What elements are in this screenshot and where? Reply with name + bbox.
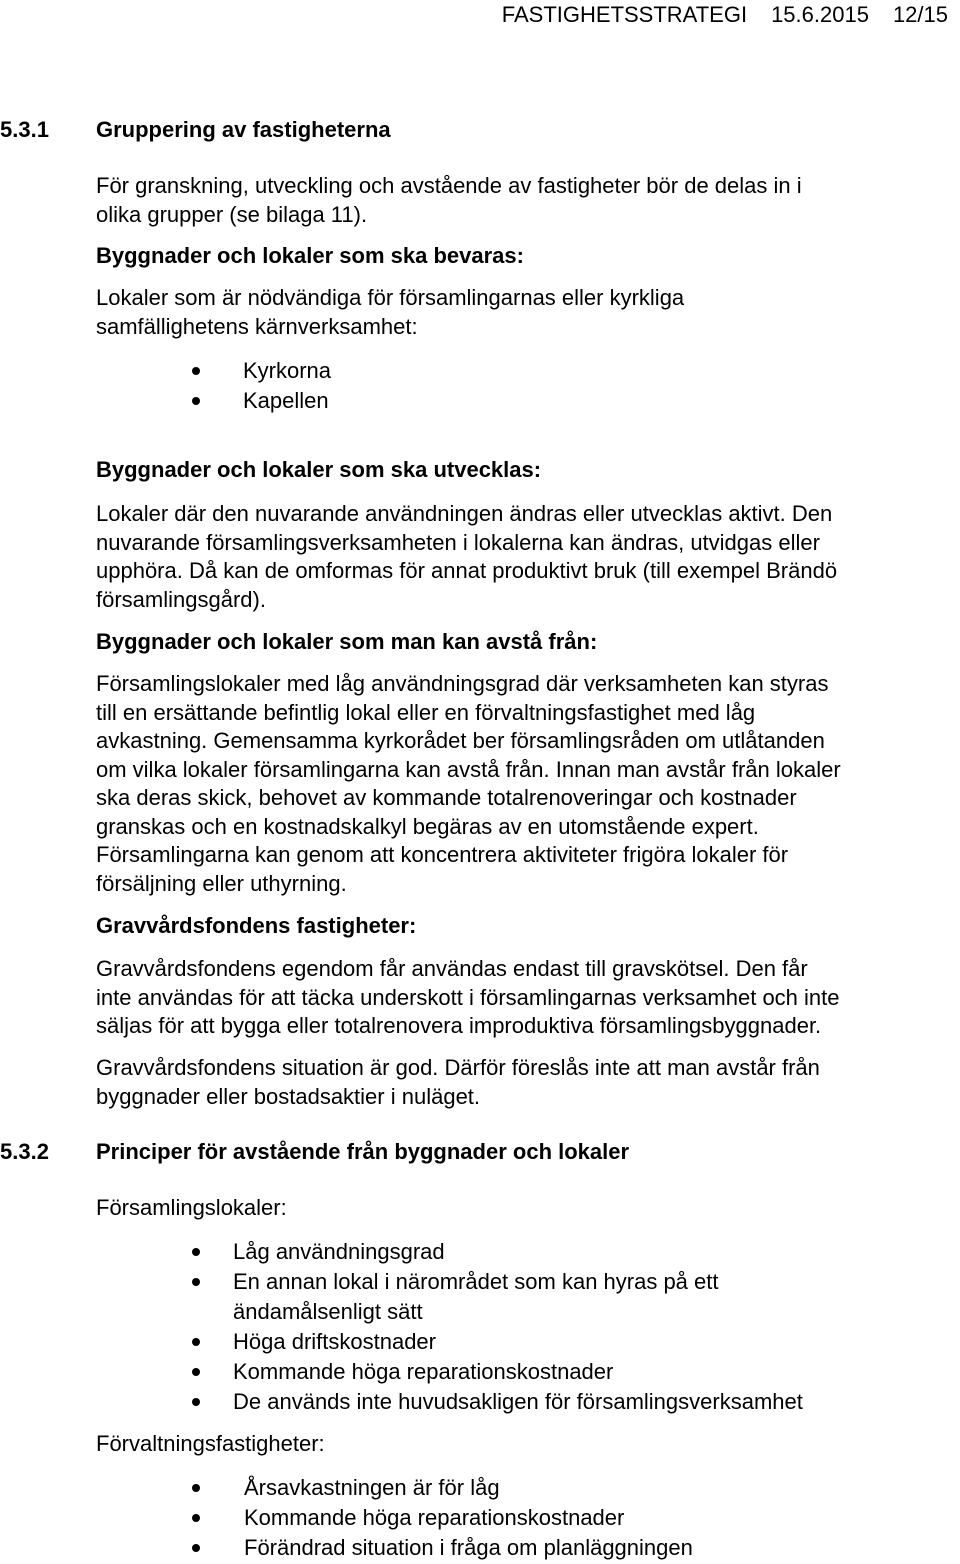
bullet-icon	[192, 1484, 200, 1492]
page-header	[502, 2, 948, 28]
paragraph-line: nuvarande församlingsverksamheten i lokalerna kan ändras, utvidgas eller	[96, 529, 820, 555]
bullet-icon	[192, 1278, 200, 1286]
bullet-list-forsamlingslokaler	[233, 1237, 803, 1417]
label-forvaltningsfastigheter: Förvaltningsfastigheter:	[96, 1431, 325, 1456]
paragraph-line: Gravvårdsfondens situation är god. Därför föreslås inte att man avstår från	[96, 1055, 820, 1080]
list-item: Kommande höga reparationskostnader	[244, 1503, 693, 1533]
header-page-number: 12/15	[892, 2, 948, 27]
paragraph-line: Lokaler där den nuvarande användningen ändras eller utvecklas aktivt. Den	[96, 501, 833, 526]
paragraph-line: försäljning eller uthyrning.	[96, 870, 347, 896]
section-number: 5.3.1	[0, 117, 49, 142]
bullet-icon	[192, 1248, 200, 1256]
paragraph-utvecklas	[96, 500, 946, 614]
bullet-icon	[192, 1398, 200, 1406]
paragraph-line: Församlingslokaler med låg användningsgrad där verksamheten kan styras	[96, 671, 829, 696]
paragraph-line: säljas för att bygga eller totalrenovera improduktiva församlingsbyggnader.	[96, 1013, 822, 1038]
paragraph-bevaras	[96, 284, 946, 341]
bullet-list-forvaltningsfastigheter	[244, 1473, 693, 1563]
list-item: Kommande höga reparationskostnader	[233, 1357, 803, 1387]
paragraph-line: upphöra. Då kan de omformas för annat produktivt bruk (till exempel Brändö	[96, 558, 838, 583]
header-date: 15.6.2015	[771, 2, 869, 27]
paragraph-line: församlingsgård).	[96, 586, 266, 612]
paragraph-gravvard-1	[96, 955, 946, 1041]
paragraph-line: ska deras skick, behovet av kommande totalrenoveringar och kostnader	[96, 785, 797, 810]
subheading-avsta: Byggnader och lokaler som man kan avstå från:	[96, 629, 598, 654]
bullet-icon	[192, 1338, 200, 1346]
label-forsamlingslokaler: Församlingslokaler:	[96, 1195, 287, 1220]
section-title: Gruppering av fastigheterna	[96, 117, 391, 142]
paragraph-line: inte användas för att täcka underskott i församlingarnas verksamhet och inte	[96, 984, 840, 1010]
bullet-icon	[192, 1514, 200, 1522]
subheading-utvecklas: Byggnader och lokaler som ska utvecklas:	[96, 457, 542, 482]
list-item: Årsavkastningen är för låg	[244, 1473, 693, 1503]
paragraph-line: Församlingarna kan genom att koncentrera aktiviteter frigöra lokaler för	[96, 842, 789, 867]
paragraph-avsta	[96, 670, 946, 898]
paragraph-line: byggnader eller bostadsaktier i nuläget.	[96, 1083, 481, 1109]
paragraph-line: För granskning, utveckling och avstående av fastigheter bör de delas in i	[96, 173, 802, 198]
paragraph-line: samfällighetens kärnverksamhet:	[96, 313, 418, 339]
paragraph-line: Gravvårdsfondens egendom får användas endast till gravskötsel. Den får	[96, 956, 808, 981]
bullet-icon	[192, 367, 200, 375]
bullet-list-bevaras	[243, 356, 331, 416]
paragraph-line: till en ersättande befintlig lokal eller en förvaltningsfastighet med låg	[96, 699, 756, 725]
list-item: Låg användningsgrad	[233, 1237, 803, 1267]
section-number: 5.3.2	[0, 1139, 49, 1164]
header-title: FASTIGHETSSTRATEGI	[501, 2, 748, 27]
list-item: En annan lokal i närområdet som kan hyras på ett ändamålsenligt sätt	[233, 1267, 803, 1327]
section-title: Principer för avstående från byggnader och lokaler	[96, 1139, 630, 1164]
list-item: Höga driftskostnader	[233, 1327, 803, 1357]
intro-paragraph	[96, 172, 946, 229]
paragraph-line: granskas och en kostnadskalkyl begäras av en utomstående expert.	[96, 813, 759, 839]
bullet-icon	[192, 1544, 200, 1552]
subheading-bevaras: Byggnader och lokaler som ska bevaras:	[96, 243, 524, 268]
list-item: Förändrad situation i fråga om planläggningen	[244, 1533, 693, 1563]
paragraph-line: olika grupper (se bilaga 11).	[96, 201, 368, 227]
paragraph-line: avkastning. Gemensamma kyrkorådet ber församlingsråden om utlåtanden	[96, 728, 825, 753]
subheading-gravvard: Gravvårdsfondens fastigheter:	[96, 913, 417, 938]
list-item: Kyrkorna	[243, 356, 331, 386]
paragraph-gravvard-2	[96, 1054, 946, 1111]
bullet-icon	[192, 397, 200, 405]
bullet-icon	[192, 1368, 200, 1376]
paragraph-line: Lokaler som är nödvändiga för församlingarnas eller kyrkliga	[96, 285, 685, 310]
list-item: Kapellen	[243, 386, 331, 416]
list-item: De används inte huvudsakligen för församlingsverksamhet	[233, 1387, 803, 1417]
paragraph-line: om vilka lokaler församlingarna kan avstå från. Innan man avstår från lokaler	[96, 756, 841, 782]
